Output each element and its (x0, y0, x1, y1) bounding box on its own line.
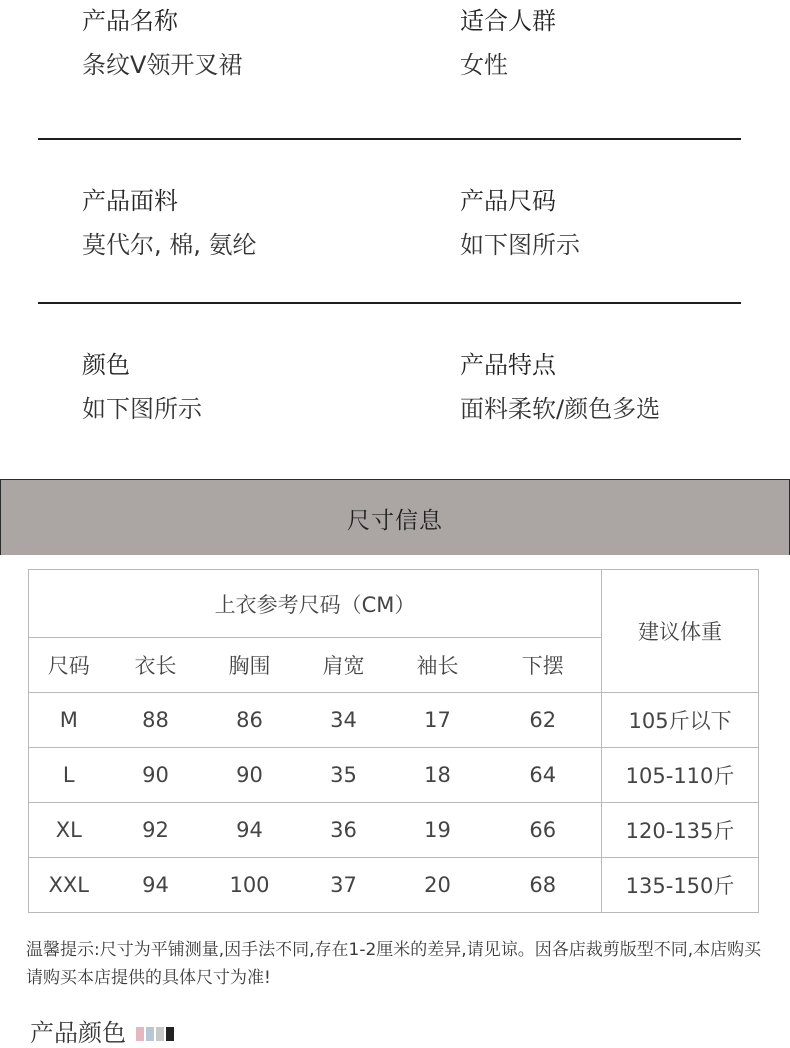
table-cell: 105斤以下 (602, 693, 759, 748)
table-cell: 88 (109, 693, 203, 748)
info-cell-audience (460, 6, 790, 80)
table-cell: 34 (297, 693, 391, 748)
table-cell: 68 (485, 858, 602, 913)
column-header: 袖长 (391, 638, 485, 693)
column-header: 胸围 (203, 638, 297, 693)
table-cell: 36 (297, 803, 391, 858)
info-label: 适合人群 (460, 7, 556, 35)
color-swatch (166, 1027, 174, 1041)
info-label: 产品特点 (460, 351, 556, 379)
table-cell: 35 (297, 748, 391, 803)
table-cell: L (29, 748, 109, 803)
table-cell: 18 (391, 748, 485, 803)
tip-note: 温馨提示:尺寸为平铺测量,因手法不同,存在1-2厘米的差异,请见谅。因各店裁剪版型不同,本店购买请购买本店提供的具体尺寸为准! (26, 940, 762, 988)
color-swatch (136, 1027, 144, 1041)
table-cell: XXL (29, 858, 109, 913)
table-cell: 94 (109, 858, 203, 913)
column-header: 下摆 (485, 638, 602, 693)
table-cell: 105-110斤 (602, 748, 759, 803)
info-label: 产品名称 (82, 7, 178, 35)
table-cell: XL (29, 803, 109, 858)
column-header: 尺码 (29, 638, 109, 693)
size-info-banner (0, 479, 790, 555)
table-cell: 135-150斤 (602, 858, 759, 913)
table-cell: 90 (109, 748, 203, 803)
color-swatch (146, 1027, 154, 1041)
table-cell: 17 (391, 693, 485, 748)
info-label: 产品尺码 (460, 187, 556, 215)
size-table (28, 569, 759, 913)
table-cell: 37 (297, 858, 391, 913)
table-cell: 100 (203, 858, 297, 913)
table-cell: 62 (485, 693, 602, 748)
info-value: 莫代尔, 棉, 氨纶 (82, 231, 257, 259)
divider (38, 302, 741, 304)
table-cell: 120-135斤 (602, 803, 759, 858)
weight-header: 建议体重 (602, 570, 759, 693)
info-cell-size (460, 186, 790, 260)
info-value: 如下图所示 (82, 395, 202, 423)
group-header: 上衣参考尺码（CM） (29, 570, 602, 638)
table-cell: 20 (391, 858, 485, 913)
product-colors-heading (30, 1018, 174, 1048)
info-value: 条纹V领开叉裙 (82, 51, 243, 79)
info-label: 产品面料 (82, 187, 178, 215)
info-cell-color (82, 350, 412, 424)
table-cell: M (29, 693, 109, 748)
table-cell: 19 (391, 803, 485, 858)
table-row (29, 803, 759, 858)
table-cell: 94 (203, 803, 297, 858)
info-cell-features (460, 350, 790, 424)
table-cell: 86 (203, 693, 297, 748)
column-header: 衣长 (109, 638, 203, 693)
table-row (29, 748, 759, 803)
info-cell-fabric (82, 186, 412, 260)
table-cell: 92 (109, 803, 203, 858)
product-info-section (0, 0, 790, 480)
table-row (29, 858, 759, 913)
divider (38, 138, 741, 140)
info-cell-name (82, 6, 412, 80)
table-row (29, 693, 759, 748)
info-value: 面料柔软/颜色多选 (460, 395, 661, 423)
banner-title: 尺寸信息 (347, 508, 443, 534)
info-value: 女性 (460, 51, 508, 79)
table-header-row (29, 570, 759, 638)
info-label: 颜色 (82, 351, 130, 379)
table-cell: 66 (485, 803, 602, 858)
column-header: 肩宽 (297, 638, 391, 693)
color-swatch (156, 1027, 164, 1041)
table-cell: 64 (485, 748, 602, 803)
product-colors-label: 产品颜色 (30, 1019, 126, 1047)
table-cell: 90 (203, 748, 297, 803)
info-value: 如下图所示 (460, 231, 580, 259)
